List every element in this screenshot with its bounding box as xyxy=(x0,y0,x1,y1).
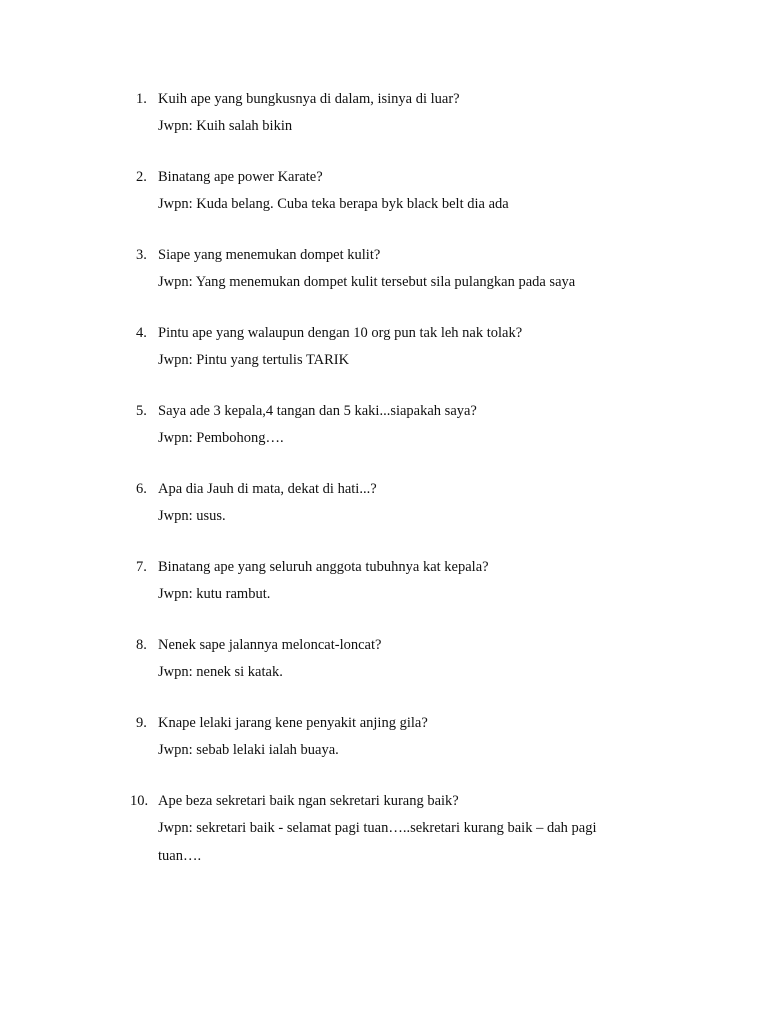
riddle-item xyxy=(0,557,768,635)
riddle-answer: Jwpn: usus. xyxy=(158,508,226,524)
riddle-question: Siape yang menemukan dompet kulit? xyxy=(158,247,381,263)
riddle-answer: Jwpn: Pintu yang tertulis TARIK xyxy=(158,352,350,368)
riddle-item xyxy=(0,713,768,791)
item-number: 1. xyxy=(136,91,147,107)
riddle-item xyxy=(0,89,768,167)
item-number: 2. xyxy=(136,169,147,185)
riddle-answer: Jwpn: sebab lelaki ialah buaya. xyxy=(158,742,339,758)
item-number: 6. xyxy=(136,481,147,497)
riddle-item xyxy=(0,401,768,479)
riddle-list xyxy=(0,89,768,881)
riddle-question: Binatang ape yang seluruh anggota tubuhnya kat kepala? xyxy=(158,559,489,575)
riddle-answer: Jwpn: sekretari baik - selamat pagi tuan…..sekretari kurang baik – dah pagi xyxy=(158,820,597,836)
item-number: 7. xyxy=(136,559,147,575)
riddle-answer: Jwpn: kutu rambut. xyxy=(158,586,271,602)
riddle-question: Kuih ape yang bungkusnya di dalam, isinya di luar? xyxy=(158,91,460,107)
item-number: 3. xyxy=(136,247,147,263)
riddle-question: Binatang ape power Karate? xyxy=(158,169,323,185)
riddle-answer: Jwpn: Kuih salah bikin xyxy=(158,118,293,134)
item-number: 5. xyxy=(136,403,147,419)
riddle-question: Knape lelaki jarang kene penyakit anjing gila? xyxy=(158,715,428,731)
riddle-question: Saya ade 3 kepala,4 tangan dan 5 kaki...siapakah saya? xyxy=(158,403,477,419)
riddle-item xyxy=(0,167,768,245)
riddle-answer-continuation: tuan…. xyxy=(158,848,202,864)
riddle-answer: Jwpn: Kuda belang. Cuba teka berapa byk black belt dia ada xyxy=(158,196,509,212)
item-number: 4. xyxy=(136,325,147,341)
riddle-item xyxy=(0,479,768,557)
riddle-answer: Jwpn: Yang menemukan dompet kulit tersebut sila pulangkan pada saya xyxy=(158,274,576,290)
riddle-question: Apa dia Jauh di mata, dekat di hati...? xyxy=(158,481,377,497)
item-number: 8. xyxy=(136,637,147,653)
riddle-question: Pintu ape yang walaupun dengan 10 org pun tak leh nak tolak? xyxy=(158,325,523,341)
riddle-answer: Jwpn: Pembohong…. xyxy=(158,430,284,446)
riddle-question: Ape beza sekretari baik ngan sekretari kurang baik? xyxy=(158,793,459,809)
item-number: 10. xyxy=(130,793,149,809)
riddle-item xyxy=(0,323,768,401)
riddle-item xyxy=(0,635,768,713)
riddle-item xyxy=(0,245,768,323)
item-number: 9. xyxy=(136,715,147,731)
riddle-answer: Jwpn: nenek si katak. xyxy=(158,664,283,680)
riddle-item xyxy=(0,791,768,881)
riddle-question: Nenek sape jalannya meloncat-loncat? xyxy=(158,637,382,653)
